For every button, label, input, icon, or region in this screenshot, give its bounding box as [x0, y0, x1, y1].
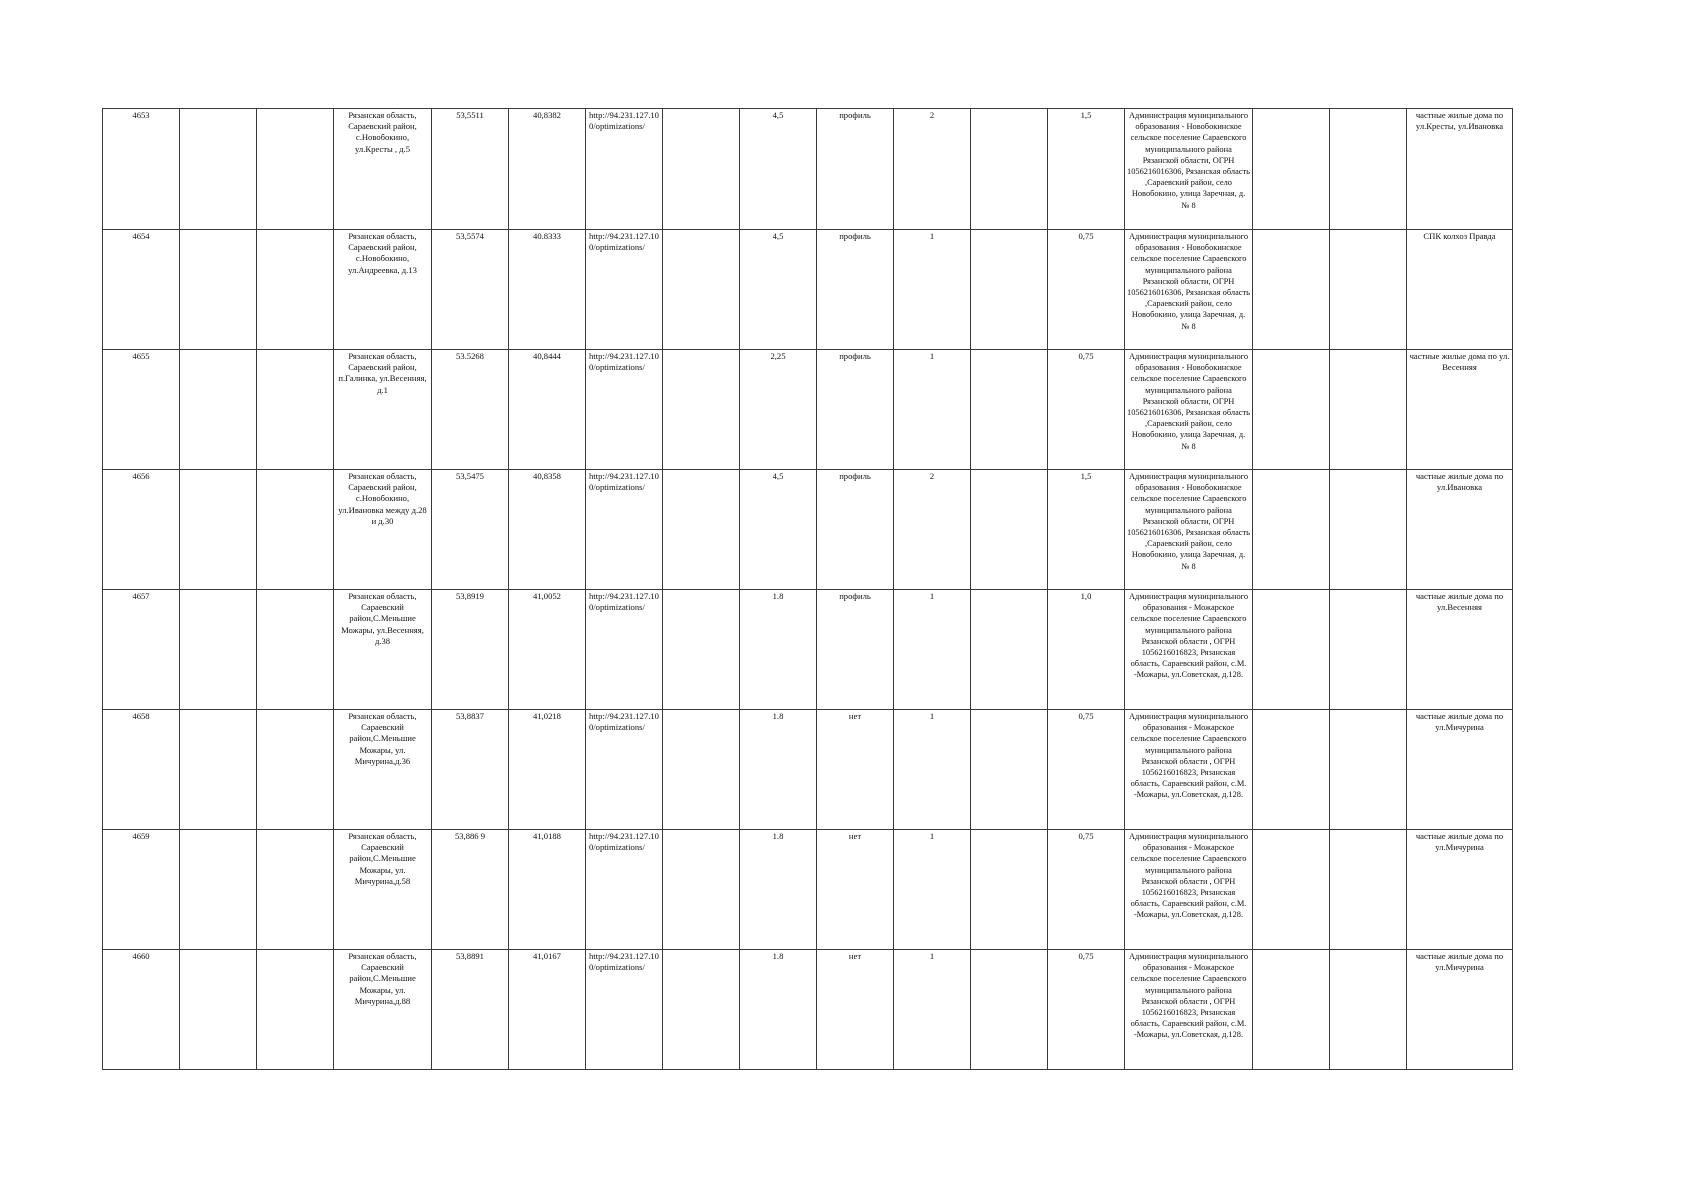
empty-cell	[1253, 950, 1330, 1070]
empty-cell	[1330, 950, 1407, 1070]
surface-cell: профиль	[817, 109, 894, 230]
longitude-cell: 40,8358	[509, 470, 586, 590]
empty-cell	[663, 710, 740, 830]
volume-cell: 0,75	[1048, 830, 1125, 950]
url-cell: http://94.231.127.10 0/optimizations/	[586, 830, 663, 950]
row-number: 4653	[103, 109, 180, 230]
empty-cell	[257, 710, 334, 830]
longitude-cell: 40.8333	[509, 230, 586, 350]
empty-cell	[1253, 470, 1330, 590]
containers-cell: 1	[894, 710, 971, 830]
owner-cell: Администрация муниципального образования - Можарское сельское поселение Сараевского муниципального района Рязанской области , ОГРН 1056216016823, Рязанская область, Сараевский район, с.М. -Можары, ул.Советская, д.128.	[1125, 590, 1253, 710]
address-cell: Рязанская область, Сараевский район,С.Меньшие Можары, ул.Весенняя, д.38	[334, 590, 432, 710]
address-cell: Рязанская область, Сараевский район, с.Новобокино, ул.Андреевка, д.13	[334, 230, 432, 350]
empty-cell	[663, 830, 740, 950]
surface-cell: нет	[817, 830, 894, 950]
empty-cell	[180, 470, 257, 590]
longitude-cell: 40,8444	[509, 350, 586, 470]
empty-cell	[663, 230, 740, 350]
empty-cell	[180, 109, 257, 230]
served-objects-cell: частные жилые дома по ул.Ивановка	[1407, 470, 1513, 590]
latitude-cell: 53,886 9	[432, 830, 509, 950]
surface-cell: профиль	[817, 590, 894, 710]
volume-cell: 1,5	[1048, 109, 1125, 230]
empty-cell	[971, 590, 1048, 710]
url-cell: http://94.231.127.10 0/optimizations/	[586, 470, 663, 590]
empty-cell	[257, 109, 334, 230]
row-number: 4657	[103, 590, 180, 710]
area-cell: 1.8	[740, 590, 817, 710]
url-cell: http://94.231.127.10 0/optimizations/	[586, 350, 663, 470]
longitude-cell: 41,0188	[509, 830, 586, 950]
served-objects-cell: частные жилые дома по ул.Мичурина	[1407, 710, 1513, 830]
surface-cell: нет	[817, 710, 894, 830]
empty-cell	[663, 950, 740, 1070]
owner-cell: Администрация муниципального образования - Новобокинское сельское поселение Сараевского муниципального района Рязанской области, ОГРН 1056216016306, Рязанская область ,Сараевский район, село Новобокино, улица Заречная, д. № 8	[1125, 109, 1253, 230]
owner-cell: Администрация муниципального образования - Новобокинское сельское поселение Сараевского муниципального района Рязанской области, ОГРН 1056216016306, Рязанская область ,Сараевский район, село Новобокино, улица Заречная, д. № 8	[1125, 350, 1253, 470]
owner-cell: Администрация муниципального образования - Новобокинское сельское поселение Сараевского муниципального района Рязанской области, ОГРН 1056216016306, Рязанская область ,Сараевский район, село Новобокино, улица Заречная, д. № 8	[1125, 230, 1253, 350]
longitude-cell: 41,0052	[509, 590, 586, 710]
latitude-cell: 53,5475	[432, 470, 509, 590]
containers-cell: 1	[894, 230, 971, 350]
empty-cell	[1253, 230, 1330, 350]
owner-cell: Администрация муниципального образования - Можарское сельское поселение Сараевского муниципального района Рязанской области , ОГРН 1056216016823, Рязанская область, Сараевский район, с.М. -Можары, ул.Советская, д.128.	[1125, 710, 1253, 830]
latitude-cell: 53,8919	[432, 590, 509, 710]
area-cell: 4,5	[740, 470, 817, 590]
latitude-cell: 53,5574	[432, 230, 509, 350]
address-cell: Рязанская область, Сараевский район, п.Галинка, ул.Весенняя, д.1	[334, 350, 432, 470]
containers-cell: 1	[894, 590, 971, 710]
address-cell: Рязанская область, Сараевский район,С.Меньшие Можары, ул. Мичурина,д.58	[334, 830, 432, 950]
area-cell: 1.8	[740, 950, 817, 1070]
area-cell: 1.8	[740, 830, 817, 950]
owner-cell: Администрация муниципального образования - Можарское сельское поселение Сараевского муниципального района Рязанской области , ОГРН 1056216016823, Рязанская область, Сараевский район, с.М. -Можары, ул.Советская, д.128.	[1125, 950, 1253, 1070]
area-cell: 4,5	[740, 230, 817, 350]
containers-cell: 2	[894, 109, 971, 230]
latitude-cell: 53.5268	[432, 350, 509, 470]
empty-cell	[663, 590, 740, 710]
address-cell: Рязанская область, Сараевский район,С.Меньшие Можары, ул. Мичурина,д.36	[334, 710, 432, 830]
served-objects-cell: частные жилые дома по ул.Весенняя	[1407, 590, 1513, 710]
containers-cell: 1	[894, 950, 971, 1070]
empty-cell	[180, 230, 257, 350]
area-cell: 4,5	[740, 109, 817, 230]
surface-cell: профиль	[817, 230, 894, 350]
empty-cell	[1253, 710, 1330, 830]
empty-cell	[180, 830, 257, 950]
address-cell: Рязанская область, Сараевский район,С.Меньшие Можары, ул. Мичурина,д.88	[334, 950, 432, 1070]
latitude-cell: 53,8891	[432, 950, 509, 1070]
empty-cell	[257, 470, 334, 590]
longitude-cell: 41,0218	[509, 710, 586, 830]
empty-cell	[1330, 109, 1407, 230]
latitude-cell: 53,5511	[432, 109, 509, 230]
table-row	[103, 710, 1513, 830]
table-row	[103, 590, 1513, 710]
longitude-cell: 40,8382	[509, 109, 586, 230]
row-number: 4658	[103, 710, 180, 830]
empty-cell	[180, 350, 257, 470]
waste-site-registry-table	[102, 108, 1513, 1070]
table-row	[103, 950, 1513, 1070]
empty-cell	[1253, 109, 1330, 230]
surface-cell: профиль	[817, 470, 894, 590]
empty-cell	[663, 350, 740, 470]
row-number: 4660	[103, 950, 180, 1070]
empty-cell	[257, 830, 334, 950]
address-cell: Рязанская область, Сараевский район, с.Новобокино, ул.Кресты , д.5	[334, 109, 432, 230]
empty-cell	[1330, 710, 1407, 830]
owner-cell: Администрация муниципального образования - Новобокинское сельское поселение Сараевского муниципального района Рязанской области, ОГРН 1056216016306, Рязанская область ,Сараевский район, село Новобокино, улица Заречная, д. № 8	[1125, 470, 1253, 590]
empty-cell	[257, 230, 334, 350]
surface-cell: профиль	[817, 350, 894, 470]
empty-cell	[1330, 230, 1407, 350]
served-objects-cell: частные жилые дома по ул.Кресты, ул.Ивановка	[1407, 109, 1513, 230]
url-cell: http://94.231.127.10 0/optimizations/	[586, 590, 663, 710]
empty-cell	[1253, 350, 1330, 470]
empty-cell	[1330, 470, 1407, 590]
table-row	[103, 350, 1513, 470]
volume-cell: 0,75	[1048, 350, 1125, 470]
empty-cell	[663, 470, 740, 590]
empty-cell	[971, 710, 1048, 830]
served-objects-cell: частные жилые дома по ул.Мичурина	[1407, 830, 1513, 950]
table-row	[103, 109, 1513, 230]
empty-cell	[1253, 590, 1330, 710]
longitude-cell: 41,0167	[509, 950, 586, 1070]
empty-cell	[1330, 590, 1407, 710]
area-cell: 2,25	[740, 350, 817, 470]
empty-cell	[257, 950, 334, 1070]
url-cell: http://94.231.127.10 0/optimizations/	[586, 109, 663, 230]
volume-cell: 0,75	[1048, 950, 1125, 1070]
empty-cell	[663, 109, 740, 230]
containers-cell: 1	[894, 350, 971, 470]
empty-cell	[257, 350, 334, 470]
volume-cell: 0,75	[1048, 710, 1125, 830]
served-objects-cell: частные жилые дома по ул. Весенняя	[1407, 350, 1513, 470]
empty-cell	[1330, 350, 1407, 470]
row-number: 4656	[103, 470, 180, 590]
row-number: 4659	[103, 830, 180, 950]
table-row	[103, 230, 1513, 350]
row-number: 4655	[103, 350, 180, 470]
latitude-cell: 53,8837	[432, 710, 509, 830]
empty-cell	[180, 950, 257, 1070]
volume-cell: 1,5	[1048, 470, 1125, 590]
empty-cell	[971, 950, 1048, 1070]
url-cell: http://94.231.127.10 0/optimizations/	[586, 950, 663, 1070]
empty-cell	[180, 710, 257, 830]
containers-cell: 1	[894, 830, 971, 950]
empty-cell	[257, 590, 334, 710]
volume-cell: 0,75	[1048, 230, 1125, 350]
served-objects-cell: частные жилые дома по ул.Мичурина	[1407, 950, 1513, 1070]
served-objects-cell: СПК колхоз Правда	[1407, 230, 1513, 350]
owner-cell: Администрация муниципального образования - Можарское сельское поселение Сараевского муниципального района Рязанской области , ОГРН 1056216016823, Рязанская область, Сараевский район, с.М. -Можары, ул.Советская, д.128.	[1125, 830, 1253, 950]
empty-cell	[971, 230, 1048, 350]
surface-cell: нет	[817, 950, 894, 1070]
volume-cell: 1,0	[1048, 590, 1125, 710]
address-cell: Рязанская область, Сараевский район, с.Новобокино, ул.Ивановка между д.28 и д.30	[334, 470, 432, 590]
containers-cell: 2	[894, 470, 971, 590]
empty-cell	[971, 470, 1048, 590]
empty-cell	[971, 350, 1048, 470]
table-row	[103, 830, 1513, 950]
empty-cell	[180, 590, 257, 710]
url-cell: http://94.231.127.10 0/optimizations/	[586, 230, 663, 350]
url-cell: http://94.231.127.10 0/optimizations/	[586, 710, 663, 830]
empty-cell	[971, 830, 1048, 950]
area-cell: 1.8	[740, 710, 817, 830]
empty-cell	[971, 109, 1048, 230]
table-row	[103, 470, 1513, 590]
empty-cell	[1330, 830, 1407, 950]
row-number: 4654	[103, 230, 180, 350]
empty-cell	[1253, 830, 1330, 950]
